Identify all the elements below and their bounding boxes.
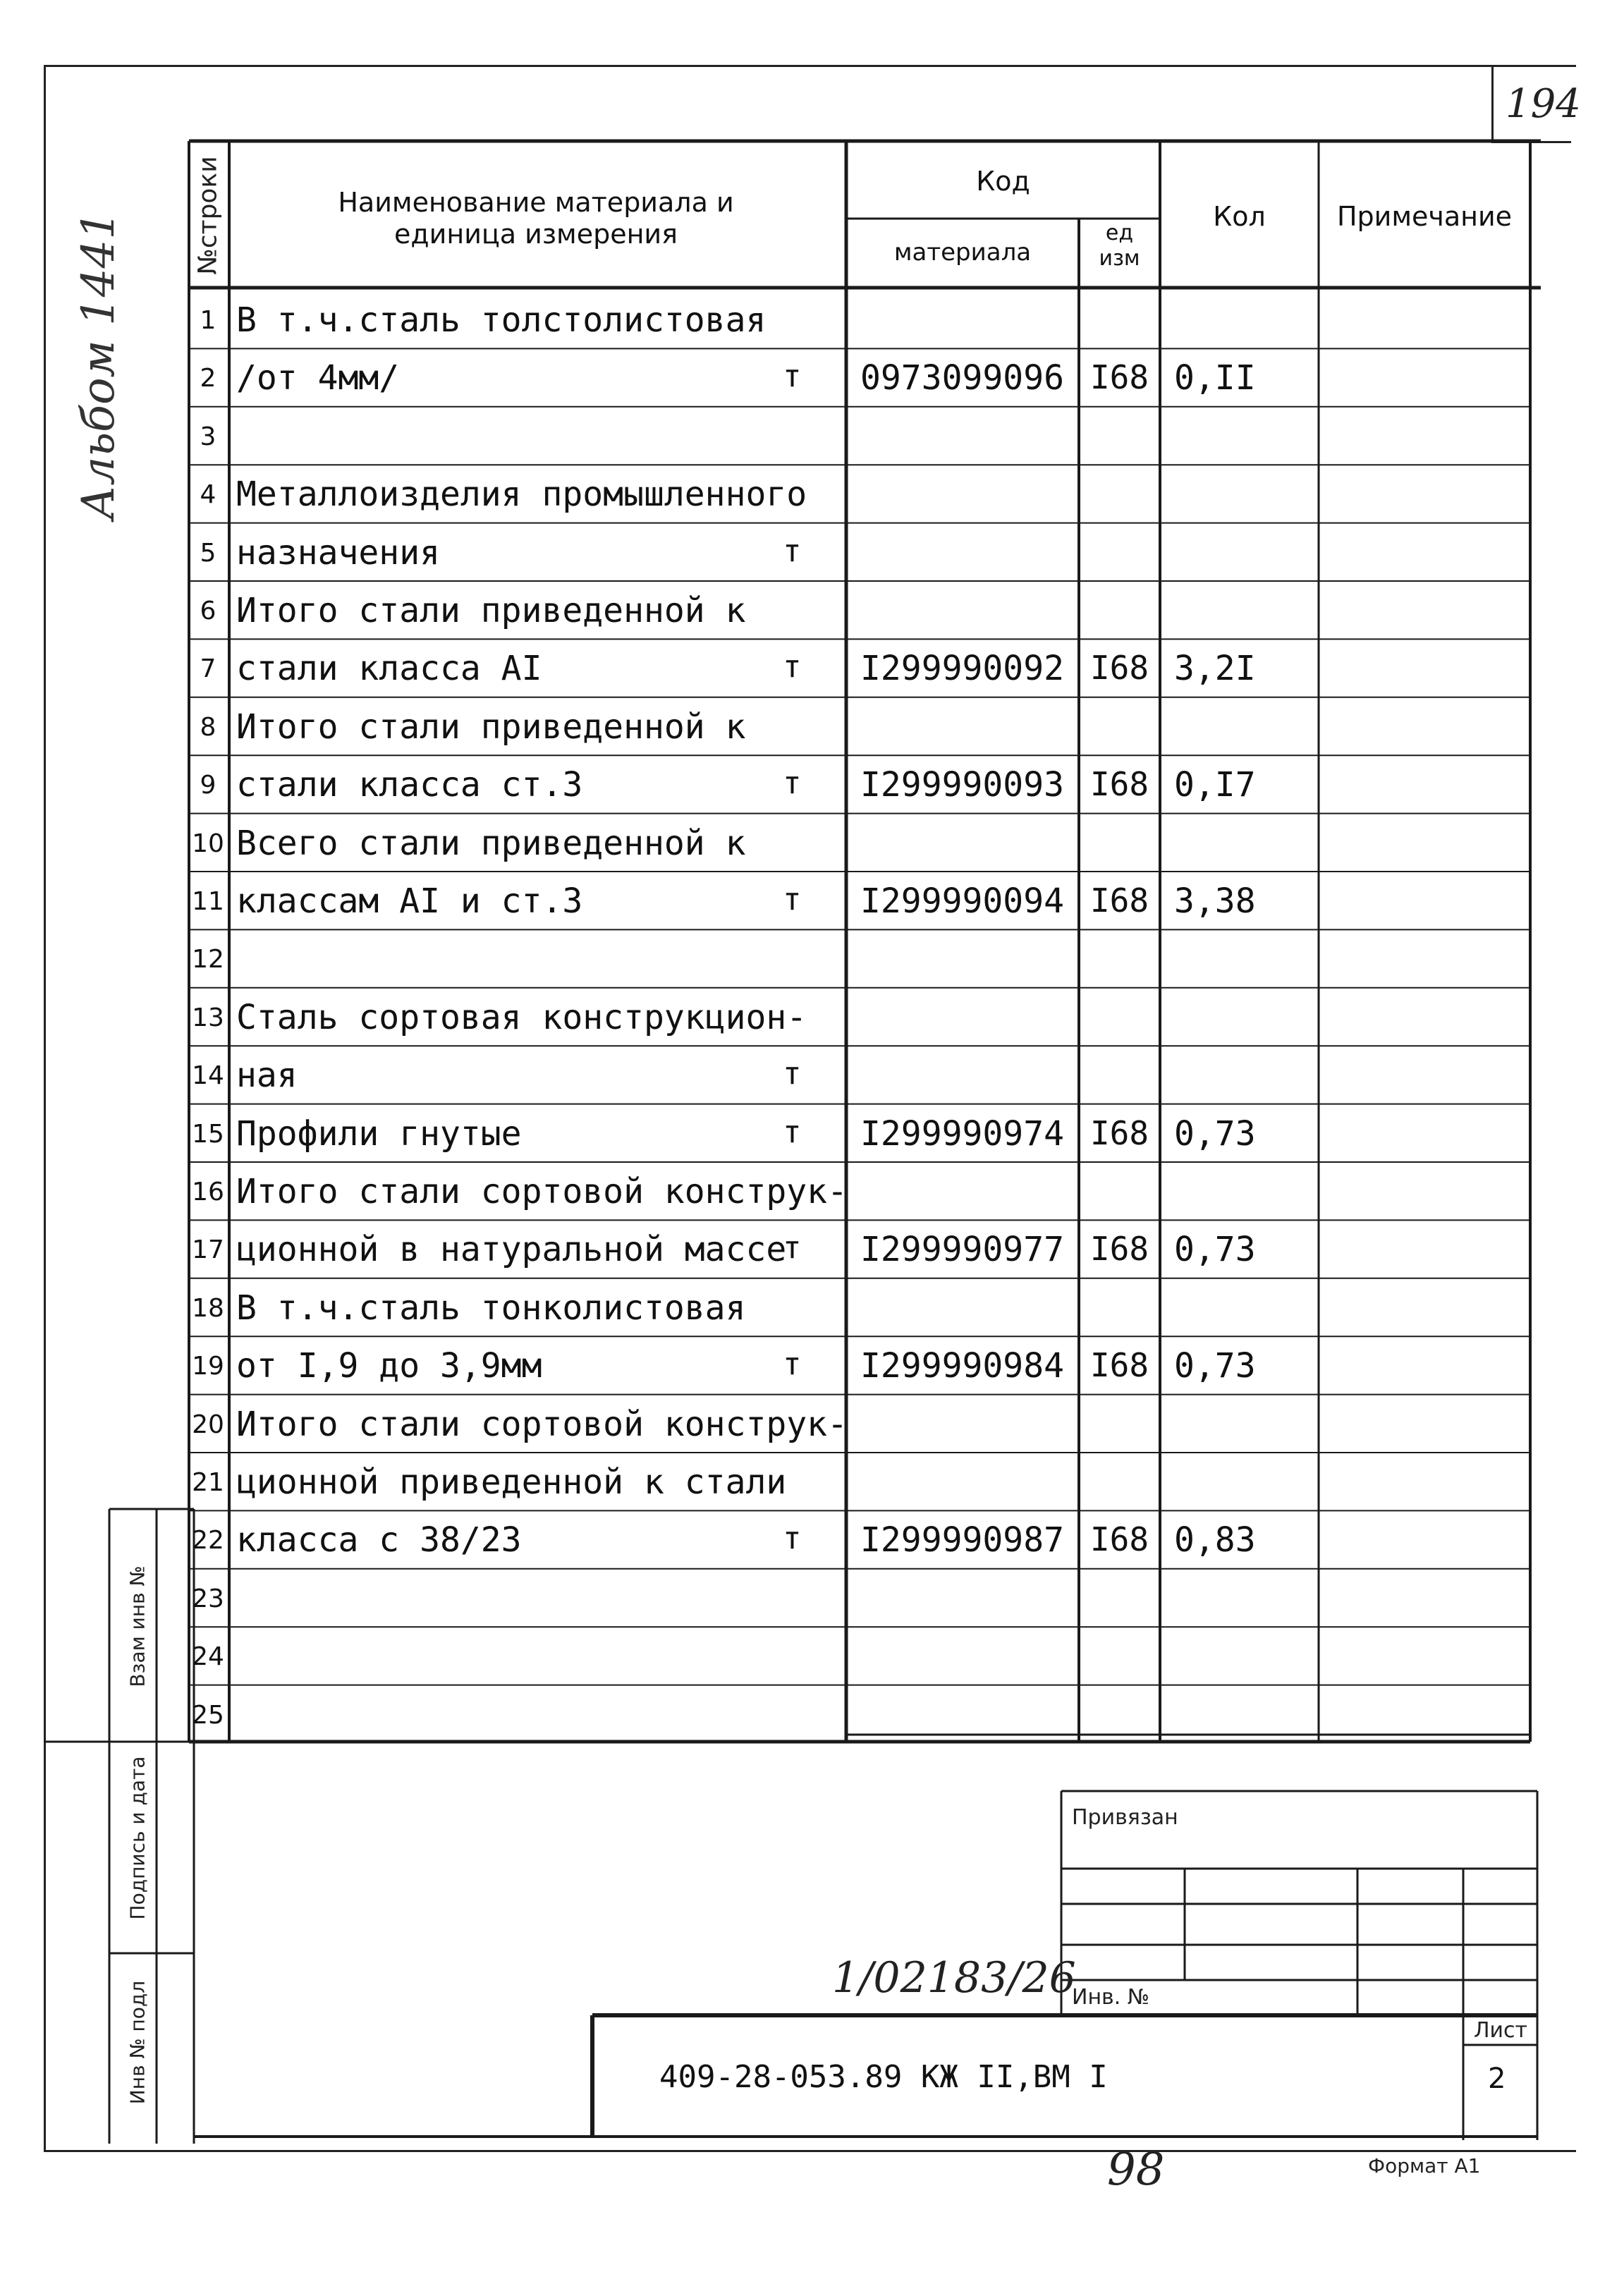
row-name: ционной приведенной к стали [236, 1462, 787, 1502]
row-number: 15 [192, 1119, 224, 1149]
row-number: 12 [192, 945, 224, 975]
row-number: 14 [192, 1061, 224, 1091]
row-quantity: 0,I7 [1174, 765, 1256, 805]
row-quantity: 0,73 [1174, 1113, 1256, 1154]
row-number: 6 [200, 597, 216, 625]
row-number: 21 [192, 1468, 224, 1497]
row-material-code: I299990984 [860, 1346, 1064, 1386]
header-code: Код [976, 166, 1030, 197]
row-name: класса с 38/23 [236, 1520, 522, 1560]
row-unit-code: I68 [1089, 765, 1149, 804]
row-name: назначения [236, 532, 440, 573]
row-number: 3 [200, 422, 216, 451]
row-unit-code: I68 [1089, 649, 1149, 688]
row-unit: т [783, 1346, 802, 1383]
row-unit-code: I68 [1089, 1230, 1149, 1269]
album-label: Альбом 1441 [73, 211, 125, 520]
row-name: Итого стали сортовой конструк- [236, 1172, 848, 1211]
row-material-code: I299990987 [860, 1520, 1064, 1560]
row-quantity: 3,38 [1174, 881, 1256, 921]
row-name: Профили гнутые [236, 1113, 522, 1154]
row-number: 13 [192, 1003, 224, 1032]
row-quantity: 3,2I [1174, 649, 1256, 689]
row-unit: т [783, 1230, 802, 1266]
row-number: 10 [192, 829, 224, 858]
row-name: от I,9 до 3,9мм [236, 1346, 542, 1386]
row-unit: т [783, 881, 802, 917]
side-stamp-sign-date: Подпись и дата [126, 1756, 149, 1920]
header-qty: Кол [1213, 201, 1266, 232]
header-name-line1: Наименование материала и [338, 187, 734, 218]
row-number: 8 [200, 712, 216, 742]
row-number: 19 [192, 1352, 224, 1381]
row-number: 23 [192, 1584, 224, 1613]
row-number: 25 [192, 1700, 224, 1730]
row-material-code: I299990094 [860, 881, 1064, 921]
row-name: Итого стали сортовой конструк- [236, 1404, 848, 1444]
header-row-no: №строки [193, 156, 223, 275]
row-unit-code: I68 [1089, 358, 1149, 397]
row-material-code: I299990093 [860, 765, 1064, 805]
row-unit: т [783, 649, 802, 685]
row-number: 11 [192, 887, 224, 916]
side-stamp-inv-podl: Инв № подл [126, 1980, 149, 2105]
row-number: 1 [200, 306, 216, 335]
row-quantity: 0,83 [1174, 1520, 1256, 1560]
header-note: Примечание [1336, 201, 1513, 232]
row-number: 4 [200, 480, 216, 510]
row-quantity: 0,II [1174, 358, 1256, 398]
row-material-code: I299990974 [860, 1113, 1064, 1154]
sheet-label: Лист [1474, 2018, 1528, 2043]
row-unit: т [783, 358, 802, 395]
row-name: Итого стали приведенной к [236, 707, 746, 747]
row-material-code: 0973099096 [860, 358, 1064, 398]
row-name: В т.ч.сталь толстолистовая [236, 300, 767, 340]
row-number: 2 [200, 364, 216, 393]
row-name: ционной в натуральной массе [236, 1230, 787, 1270]
row-material-code: I299990092 [860, 649, 1064, 689]
row-unit-code: I68 [1089, 881, 1149, 920]
row-quantity: 0,73 [1174, 1346, 1256, 1386]
row-number: 24 [192, 1642, 224, 1672]
row-number: 7 [200, 654, 216, 684]
row-material-code: I299990977 [860, 1230, 1064, 1270]
stamp-inv-no: Инв. № [1072, 1985, 1150, 2010]
row-number: 18 [192, 1293, 224, 1323]
row-unit-code: I68 [1089, 1113, 1149, 1152]
stamp-linked: Привязан [1072, 1805, 1178, 1830]
header-name-line2: единица измерения [394, 219, 678, 250]
row-unit-code: I68 [1089, 1346, 1149, 1385]
header-unit-2: изм [1099, 246, 1140, 271]
row-number: 20 [192, 1410, 224, 1439]
row-number: 9 [200, 771, 216, 800]
row-name: стали класса ст.3 [236, 765, 583, 805]
row-name: классам АI и ст.3 [236, 881, 583, 921]
row-name: стали класса АI [236, 649, 542, 689]
row-unit: т [783, 532, 802, 569]
header-material: материала [893, 238, 1032, 267]
row-name: Сталь сортовая конструкцион- [236, 997, 807, 1037]
row-unit-code: I68 [1089, 1520, 1149, 1559]
side-stamp-vzam: Взам инв № [126, 1565, 149, 1687]
sheet-value: 2 [1488, 2063, 1506, 2095]
row-name: Металлоизделия промышленного [236, 475, 807, 515]
row-number: 16 [192, 1178, 224, 1206]
handwritten-number: 1/02183/26 [832, 1953, 1076, 2003]
row-number: 17 [192, 1235, 224, 1265]
row-quantity: 0,73 [1174, 1230, 1256, 1270]
format-label: Формат А1 [1368, 2154, 1481, 2177]
row-unit: т [783, 1056, 802, 1092]
row-unit: т [783, 1520, 802, 1557]
row-name: ная [236, 1056, 298, 1096]
row-number: 5 [200, 538, 216, 568]
row-name: /от 4мм/ [236, 358, 400, 398]
row-name: Итого стали приведенной к [236, 591, 746, 630]
row-name: В т.ч.сталь тонколистовая [236, 1288, 746, 1328]
document-code: 409-28-053.89 КЖ II,ВМ I [659, 2059, 1108, 2095]
row-unit: т [783, 1113, 802, 1150]
page-number: 98 [1107, 2144, 1165, 2196]
row-unit: т [783, 765, 802, 802]
row-number: 22 [192, 1526, 224, 1556]
sheet-number: 194 [1506, 81, 1581, 127]
header-unit-1: ед [1105, 221, 1134, 245]
row-name: Всего стали приведенной к [236, 823, 746, 863]
